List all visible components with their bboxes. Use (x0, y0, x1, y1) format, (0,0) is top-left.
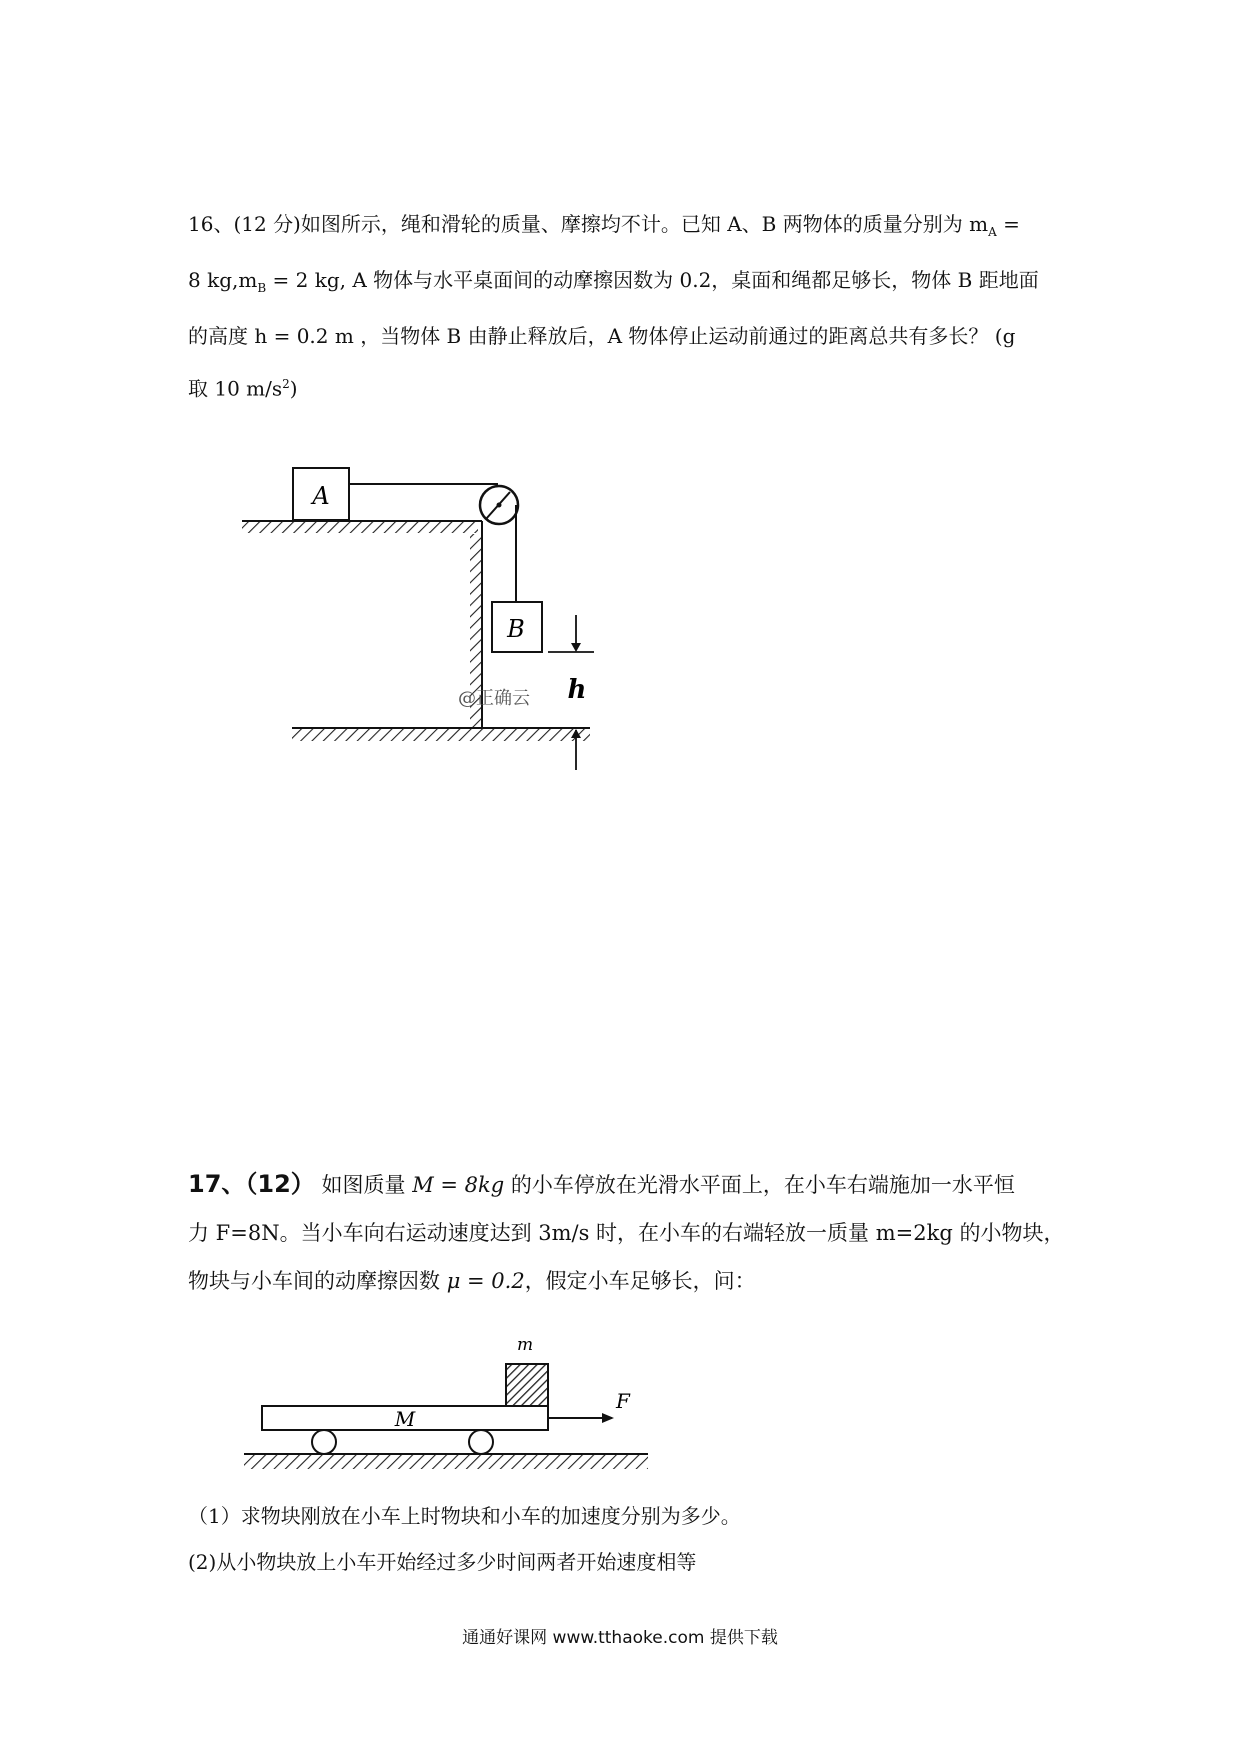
q16-number: 16、 (188, 212, 234, 236)
watermark: @正确云 (458, 688, 530, 709)
block-a-label: A (312, 482, 330, 510)
q17-number: 17、 (188, 1170, 246, 1198)
cart-m-label: M (394, 1407, 416, 1431)
q17-score: （12） (245, 1170, 315, 1198)
block-b-label: B (507, 615, 525, 643)
q17-line-1: 17、（12） 如图质量 M = 8kg 的小车停放在光滑水平面上，在小车右端施加一水平恒 (188, 1170, 1015, 1198)
page-footer: 通通好课网 www.tthaoke.com 提供下载 (462, 1628, 778, 1648)
block-m-label: m (516, 1335, 534, 1355)
wheel-left (312, 1430, 336, 1454)
sub-question-1: （1）求物块刚放在小车上时物块和小车的加速度分别为多少。 (188, 1504, 741, 1528)
wheel-right (469, 1430, 493, 1454)
ground-hatch-17 (244, 1455, 648, 1469)
q16-line-1: 16、(12 分)如图所示，绳和滑轮的质量、摩擦均不计。已知 A、B 两物体的质量分别为 $m_A$ = (188, 212, 1020, 239)
q17-line-2: 力 F=8N。当小车向右运动速度达到 3m/s 时，在小车的右端轻放一质量 m=2kg 的小物块， (188, 1221, 1065, 1245)
block-m (506, 1364, 548, 1406)
q16-line-4: 取 10 $m/s^2$) (188, 376, 298, 401)
h-label: h (567, 675, 587, 705)
q16-line-2: 8 $kg,m_B = 2$ kg, A 物体与水平桌面间的动摩擦因数为 0.2，桌面和绳都足够长，物体 B 距地面 (188, 268, 1039, 295)
force-label: F (616, 1389, 630, 1413)
sub-question-2: (2)从小物块放上小车开始经过多少时间两者开始速度相等 (188, 1550, 697, 1574)
q16-line-3: 的高度 h = 0.2 m ，当物体 B 由静止释放后，A 物体停止运动前通过的距离总共有多长？ (g (188, 324, 1016, 348)
q17-line-3: 物块与小车间的动摩擦因数 μ = 0.2，假定小车足够长，问： (188, 1269, 756, 1293)
q16-score: (12 分) (233, 212, 301, 236)
